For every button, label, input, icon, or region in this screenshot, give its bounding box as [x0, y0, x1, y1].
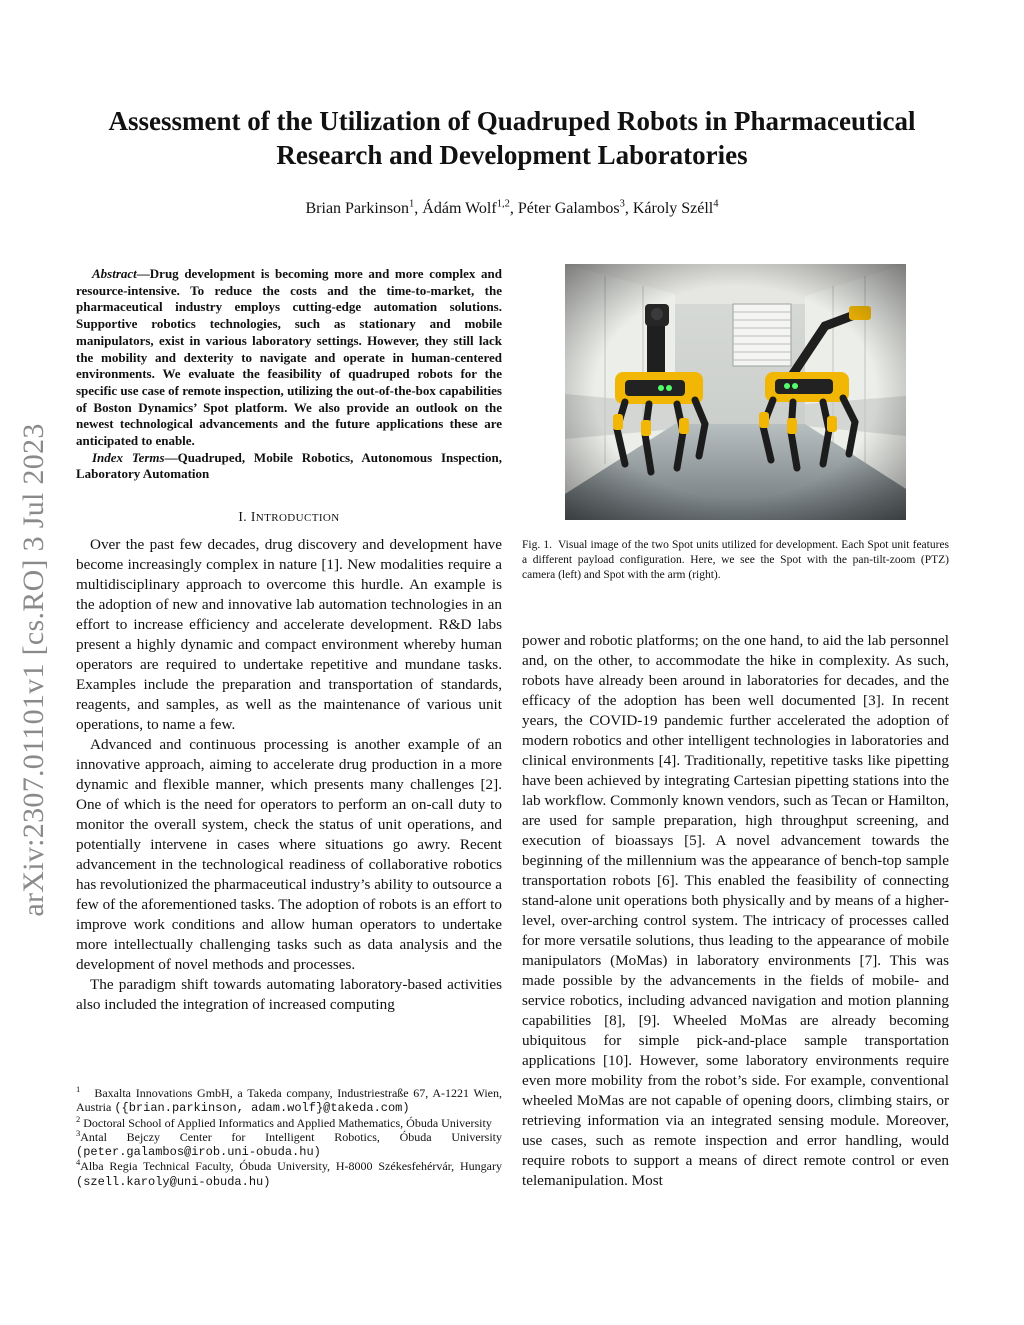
- abstract-label: Abstract: [92, 266, 137, 281]
- author-1-affiliation: 1: [409, 198, 415, 210]
- author-list: [70, 200, 954, 218]
- footnote-4-email: (szell.karoly@uni-obuda.hu): [76, 1174, 271, 1189]
- introduction-body-left: [76, 535, 502, 1015]
- author-4-affiliation: 4: [713, 198, 719, 210]
- paper-title: [70, 104, 954, 172]
- arxiv-sidebar: [8, 370, 60, 970]
- title-line-1: Assessment of the Utilization of Quadruped Robots in Pharmaceutical: [108, 106, 916, 136]
- index-terms-label: Index Terms: [92, 449, 165, 465]
- footnote-1-email: ({brian.parkinson, adam.wolf}@takeda.com): [114, 1101, 410, 1116]
- index-terms: Index Terms—Quadruped, Mobile Robotics, Autonomous Inspection, Laboratory Automation: [76, 449, 502, 482]
- abstract: [76, 266, 502, 483]
- abstract-text: Drug development is becoming more and more complex and resource-intensive. To reduce the costs and the time-to-market, the pharmaceutical industry employs cutting-edge automation solutions. Supportive robotics technologies, such as stationary and mobile manipulators, exist in various laboratory settings. However, they still lack the mobility and dexterity to navigate and operate in human-centered environments. We evaluate the feasibility of quadruped robots for the specific use case of remote inspection, utilizing the out-of-the-box capabilities of Boston Dynamics’ Spot platform. We also provide an outlook on the newest technological advancements and the future applications these are anticipated to enable.: [76, 266, 502, 449]
- author-2: Ádám Wolf$^{1,2}$,: [422, 198, 518, 217]
- introduction-body-right: [522, 631, 949, 1191]
- author-4: Károly Széll$^4$: [632, 198, 719, 217]
- intro-paragraph-2: Advanced and continuous processing is another example of an innovative approach, aiming to accelerate drug production in a more dynamic and flexible manner, which presents many challenges [2]. One of which is the need for operators to perform an on-call duty to monitor the overall system, check the status of unit operations, and potentially intervene in cases where situations go awry. Recent advancement in the technological readiness of collaborative robotics has revolutionized the pharmaceutical industry’s ability to outsource a few of the aforementioned tasks. The adoption of robots is an effort to improve work conditions and allow human operators to undertake more intellectually challenging tasks such as data analysis and the development of novel methods and processes.: [76, 736, 502, 974]
- footnote-1: $^1$ Baxalta Innovations GmbH, a Takeda company, Industriestraße 67, A-1221 Wien, Austria ({brian.parkinson, adam.wolf}@takeda.com): [76, 1084, 502, 1116]
- left-column: [76, 266, 502, 1015]
- intro-paragraph-3: The paradigm shift towards automating laboratory-based activities also included the integration of increased computing: [76, 976, 502, 1014]
- arxiv-identifier: arXiv:2307.01101v1 [cs.RO] 3 Jul 2023: [17, 423, 50, 917]
- affiliation-footnotes: [76, 1086, 502, 1189]
- spot-robots-illustration: [565, 264, 906, 520]
- section-heading-introduction: I. INTRODUCTION: [238, 509, 340, 525]
- intro-paragraph-continued: power and robotic platforms; on the one hand, to aid the lab personnel and, on the other, to accommodate the hike in complexity. As such, robots have already been around in laboratories for decades, and the efficacy of the adoption has been well documented [3]. In recent years, the COVID-19 pandemic further accelerated the adoption of modern robotics and other intelligent technologies in laboratories and clinical environments [4]. Traditionally, repetitive tasks like pipetting have been achieved by integrating Cartesian pipetting stations into the lab workflow. Commonly known vendors, such as Tecan or Hamilton, are used for sample preparation, high throughput screening, and execution of bioassays [5]. A novel advancement towards the beginning of the millennium was the appearance of bench-top sample transportation robots [6]. This enabled the feasibility of connecting stand-alone unit operations both physically and by means of a higher-level, over-arching control system. The intricacy of processes called for more versatile solutions, thus leading to the appearance of mobile manipulators (MoMas) in laboratory environments [7]. This was made possible by the advancements in the fields of mobile- and service robotics, including advanced navigation and motion planning capabilities [8], [9]. Wheeled MoMas are already becoming ubiquitous for simple pick-and-place sample transportation applications [10]. However, some laboratory environments require even more mobility from the robot’s side. For example, conventional wheeled MoMas are not capable of opening doors, climbing stairs, or retrieving information via an integrated sensing module. Moreover, use cases, such as remote inspection and error handling, would require robots to support a means of direct remote control or even telemanipulation. Most: [522, 632, 949, 1189]
- intro-paragraph-1: Over the past few decades, drug discovery and development have become increasingly complex in nature [1]. New modalities require a multidisciplinary approach to overcome this hurdle. An example is the adoption of new and innovative lab automation technologies in an effort to increase efficiency and accelerate development. R&D labs present a highly dynamic and compact environment whereby human operators are required to undertake repetitive and mundane tasks. Examples include the preparation and transportation of standards, reagents, and samples, as well as the maintenance of various unit operations, to name a few.: [76, 536, 502, 734]
- author-3-affiliation: 3: [619, 198, 625, 210]
- figure-1-label: Fig. 1.: [522, 539, 552, 551]
- right-column: [522, 264, 949, 583]
- footnote-3: $^3$Antal Bejczy Center for Intelligent Robotics, Óbuda University (peter.galambos@irob.uni-obuda.hu): [76, 1127, 502, 1160]
- author-1: Brian Parkinson$^1$,: [305, 198, 423, 217]
- footnote-4: $^4$Alba Regia Technical Faculty, Óbuda University, H-8000 Székesfehérvár, Hungary (szell.karoly@uni-obuda.hu): [76, 1157, 502, 1189]
- figure-1-caption: Fig. 1. Visual image of the two Spot units utilized for development. Each Spot unit features a different payload configuration. Here, we see the Spot with the pan-tilt-zoom (PTZ) camera (left) and Spot with the arm (right).: [522, 539, 950, 581]
- footnote-3-email: (peter.galambos@irob.uni-obuda.hu): [76, 1145, 321, 1160]
- footnote-2: $^2$ Doctoral School of Applied Informatics and Applied Mathematics, Óbuda University: [76, 1113, 492, 1130]
- abstract-paragraph: Abstract—Drug development is becoming more and more complex and resource-intensive. To reduce the costs and the time-to-market, the pharmaceutical industry employs cutting-edge automation solutions. Supportive robotics technologies, such as stationary and mobile manipulators, exist in various laboratory settings. However, they still lack the mobility and dexterity to navigate and operate in human-centered environments. We evaluate the feasibility of quadruped robots for the specific use case of remote inspection, utilizing the out-of-the-box capabilities of Boston Dynamics’ Spot platform. We also provide an outlook on the newest technological advancements and the future applications these are anticipated to enable.: [76, 266, 502, 449]
- index-terms-text: Quadruped, Mobile Robotics, Autonomous Inspection, Laboratory Automation: [76, 449, 502, 482]
- author-3: Péter Galambos$^3$,: [517, 198, 633, 217]
- author-2-affiliation: 1,2: [496, 198, 510, 210]
- figure-1-photo: [565, 264, 906, 520]
- title-line-2: Research and Development Laboratories: [276, 140, 748, 170]
